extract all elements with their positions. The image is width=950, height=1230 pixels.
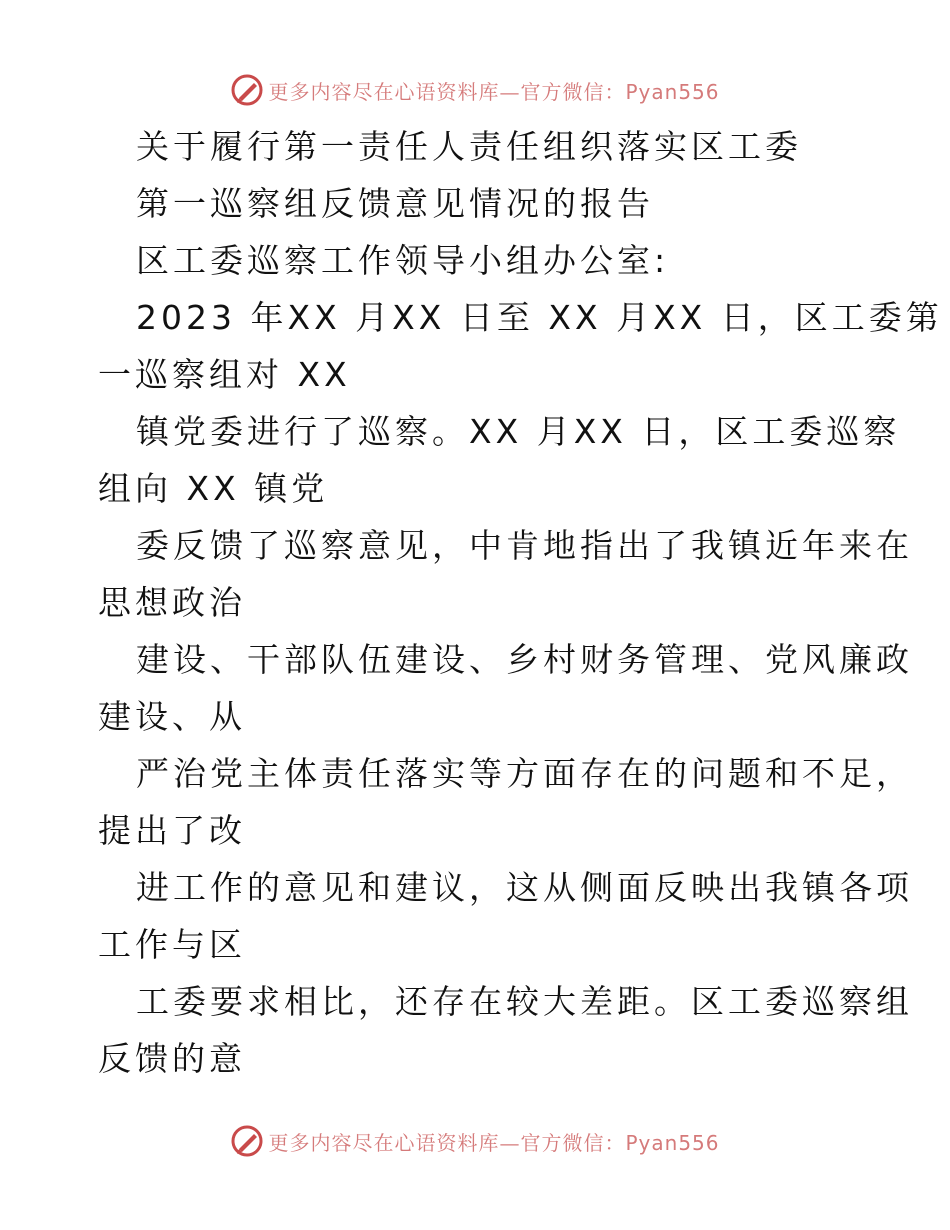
text-line: 严治党主体责任落实等方面存在的问题和不足，: [136, 754, 913, 793]
text-line: 组向 XX 镇党: [98, 469, 329, 508]
footer-watermark: [0, 1121, 950, 1161]
text-line: 一巡察组对 XX: [98, 355, 351, 394]
text-line: 建设、从: [98, 697, 246, 736]
text-line: 委反馈了巡察意见，中肯地指出了我镇近年来在: [136, 526, 913, 565]
title-line-1: 关于履行第一责任人责任组织落实区工委: [136, 127, 802, 166]
header-watermark: [0, 70, 950, 110]
text-line: 提出了改: [98, 811, 246, 850]
pen-logo-icon: [230, 73, 264, 107]
document-body: [98, 118, 943, 1087]
text-line: 反馈的意: [98, 1039, 246, 1078]
footer-watermark-text: 更多内容尽在心语资料库—官方微信：Pyan556: [268, 1130, 720, 1155]
text-line: 镇党委进行了巡察。XX 月XX 日，区工委巡察: [136, 412, 901, 451]
text-line: 进工作的意见和建议，这从侧面反映出我镇各项: [136, 868, 913, 907]
pen-logo-icon: [230, 1124, 264, 1158]
text-line: 工作与区: [98, 925, 246, 964]
text-line: 建设、干部队伍建设、乡村财务管理、党风廉政: [136, 640, 913, 679]
text-line: 思想政治: [98, 583, 246, 622]
header-watermark-text: 更多内容尽在心语资料库—官方微信：Pyan556: [268, 79, 720, 104]
addressee: 区工委巡察工作领导小组办公室:: [136, 241, 670, 280]
title-line-2: 第一巡察组反馈意见情况的报告: [136, 184, 654, 223]
text-line: 工委要求相比，还存在较大差距。区工委巡察组: [136, 982, 913, 1021]
text-line: 2023 年XX 月XX 日至 XX 月XX 日，区工委第: [136, 298, 943, 337]
